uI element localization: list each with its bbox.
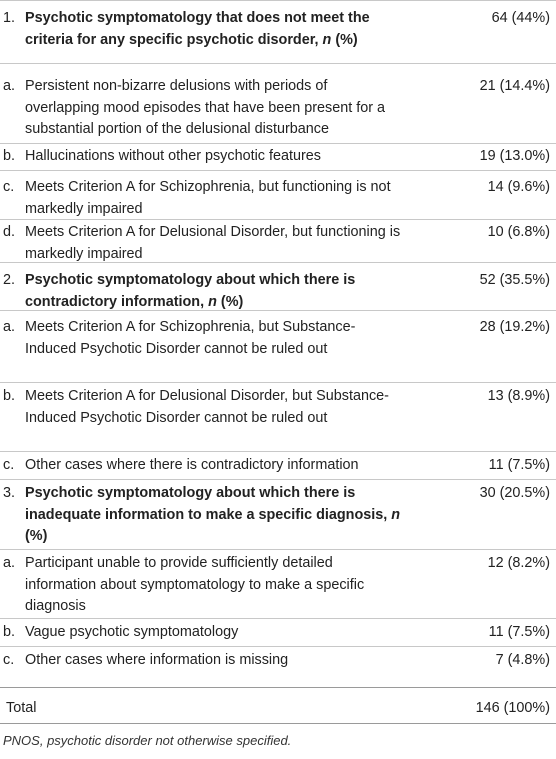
row-text: Other cases where information is missing — [25, 652, 289, 668]
row-divider — [0, 219, 556, 220]
row-divider — [0, 170, 556, 171]
row-divider — [0, 646, 556, 647]
row-description — [3, 177, 403, 220]
row-text: Persistent non-bizarre delusions with periods of overlapping mood episodes that have been present for a substantial portion of the delusional disturbance — [25, 78, 386, 138]
row-divider — [0, 687, 556, 688]
row-number: b. — [3, 624, 16, 640]
row-number: d. — [3, 224, 16, 240]
row-number: 3. — [3, 485, 16, 501]
row-value: 64 (44%) — [491, 10, 550, 26]
row-description — [3, 222, 403, 265]
row-description — [3, 76, 403, 141]
row-value: 19 (13.0%) — [479, 148, 550, 164]
row-description — [3, 650, 403, 672]
table-footnote: PNOS, psychotic disorder not otherwise specified. — [3, 733, 292, 748]
row-description — [3, 483, 403, 548]
row-text: Psychotic symptomatology about which there is inadequate information to make a specific diagnosis, n (%) — [25, 485, 401, 545]
row-value: 12 (8.2%) — [487, 555, 550, 571]
row-text: Psychotic symptomatology about which there is contradictory information, n (%) — [25, 272, 356, 310]
row-number: a. — [3, 319, 16, 335]
row-number: 2. — [3, 272, 16, 288]
row-description — [3, 386, 403, 429]
row-divider — [0, 0, 556, 1]
row-value: 13 (8.9%) — [487, 388, 550, 404]
row-text: Meets Criterion A for Delusional Disorder, but Substance-Induced Psychotic Disorder cannot be ruled out — [25, 388, 389, 426]
total-label: Total — [6, 700, 37, 716]
row-number: a. — [3, 555, 16, 571]
row-description — [3, 455, 403, 477]
total-value: 146 (100%) — [475, 700, 550, 716]
row-description — [3, 146, 403, 168]
row-divider — [0, 310, 556, 311]
row-description — [3, 8, 403, 51]
row-number: c. — [3, 457, 15, 473]
row-divider — [0, 451, 556, 452]
row-text: Participant unable to provide sufficiently detailed information about symptomatology to make a specific diagnosis — [25, 555, 365, 615]
row-description — [3, 270, 403, 313]
row-text: Meets Criterion A for Schizophrenia, but Substance-Induced Psychotic Disorder cannot be ruled out — [25, 319, 356, 357]
row-divider — [0, 382, 556, 383]
row-number: c. — [3, 652, 15, 668]
row-number: c. — [3, 179, 15, 195]
row-divider — [0, 618, 556, 619]
row-description — [3, 317, 403, 360]
row-number: 1. — [3, 10, 16, 26]
row-description — [3, 553, 403, 618]
row-number: b. — [3, 148, 16, 164]
row-text: Other cases where there is contradictory information — [25, 457, 359, 473]
row-description — [3, 622, 403, 644]
table-bottom-border — [0, 723, 556, 724]
row-divider — [0, 63, 556, 64]
row-text: Hallucinations without other psychotic features — [25, 148, 321, 164]
row-value: 30 (20.5%) — [479, 485, 550, 501]
row-number: b. — [3, 388, 16, 404]
row-value: 14 (9.6%) — [487, 179, 550, 195]
row-divider — [0, 262, 556, 263]
row-text: Meets Criterion A for Schizophrenia, but functioning is not markedly impaired — [25, 179, 391, 217]
row-value: 11 (7.5%) — [488, 624, 550, 640]
row-number: a. — [3, 78, 16, 94]
row-divider — [0, 479, 556, 480]
row-value: 28 (19.2%) — [479, 319, 550, 335]
row-text: Meets Criterion A for Delusional Disorder, but functioning is markedly impaired — [25, 224, 401, 262]
row-value: 11 (7.5%) — [488, 457, 550, 473]
row-text: Vague psychotic symptomatology — [25, 624, 239, 640]
row-value: 7 (4.8%) — [495, 652, 550, 668]
row-text: Psychotic symptomatology that does not meet the criteria for any specific psychotic disorder, n (%) — [25, 10, 370, 48]
row-divider — [0, 143, 556, 144]
row-value: 52 (35.5%) — [479, 272, 550, 288]
row-value: 21 (14.4%) — [479, 78, 550, 94]
row-value: 10 (6.8%) — [487, 224, 550, 240]
row-divider — [0, 549, 556, 550]
